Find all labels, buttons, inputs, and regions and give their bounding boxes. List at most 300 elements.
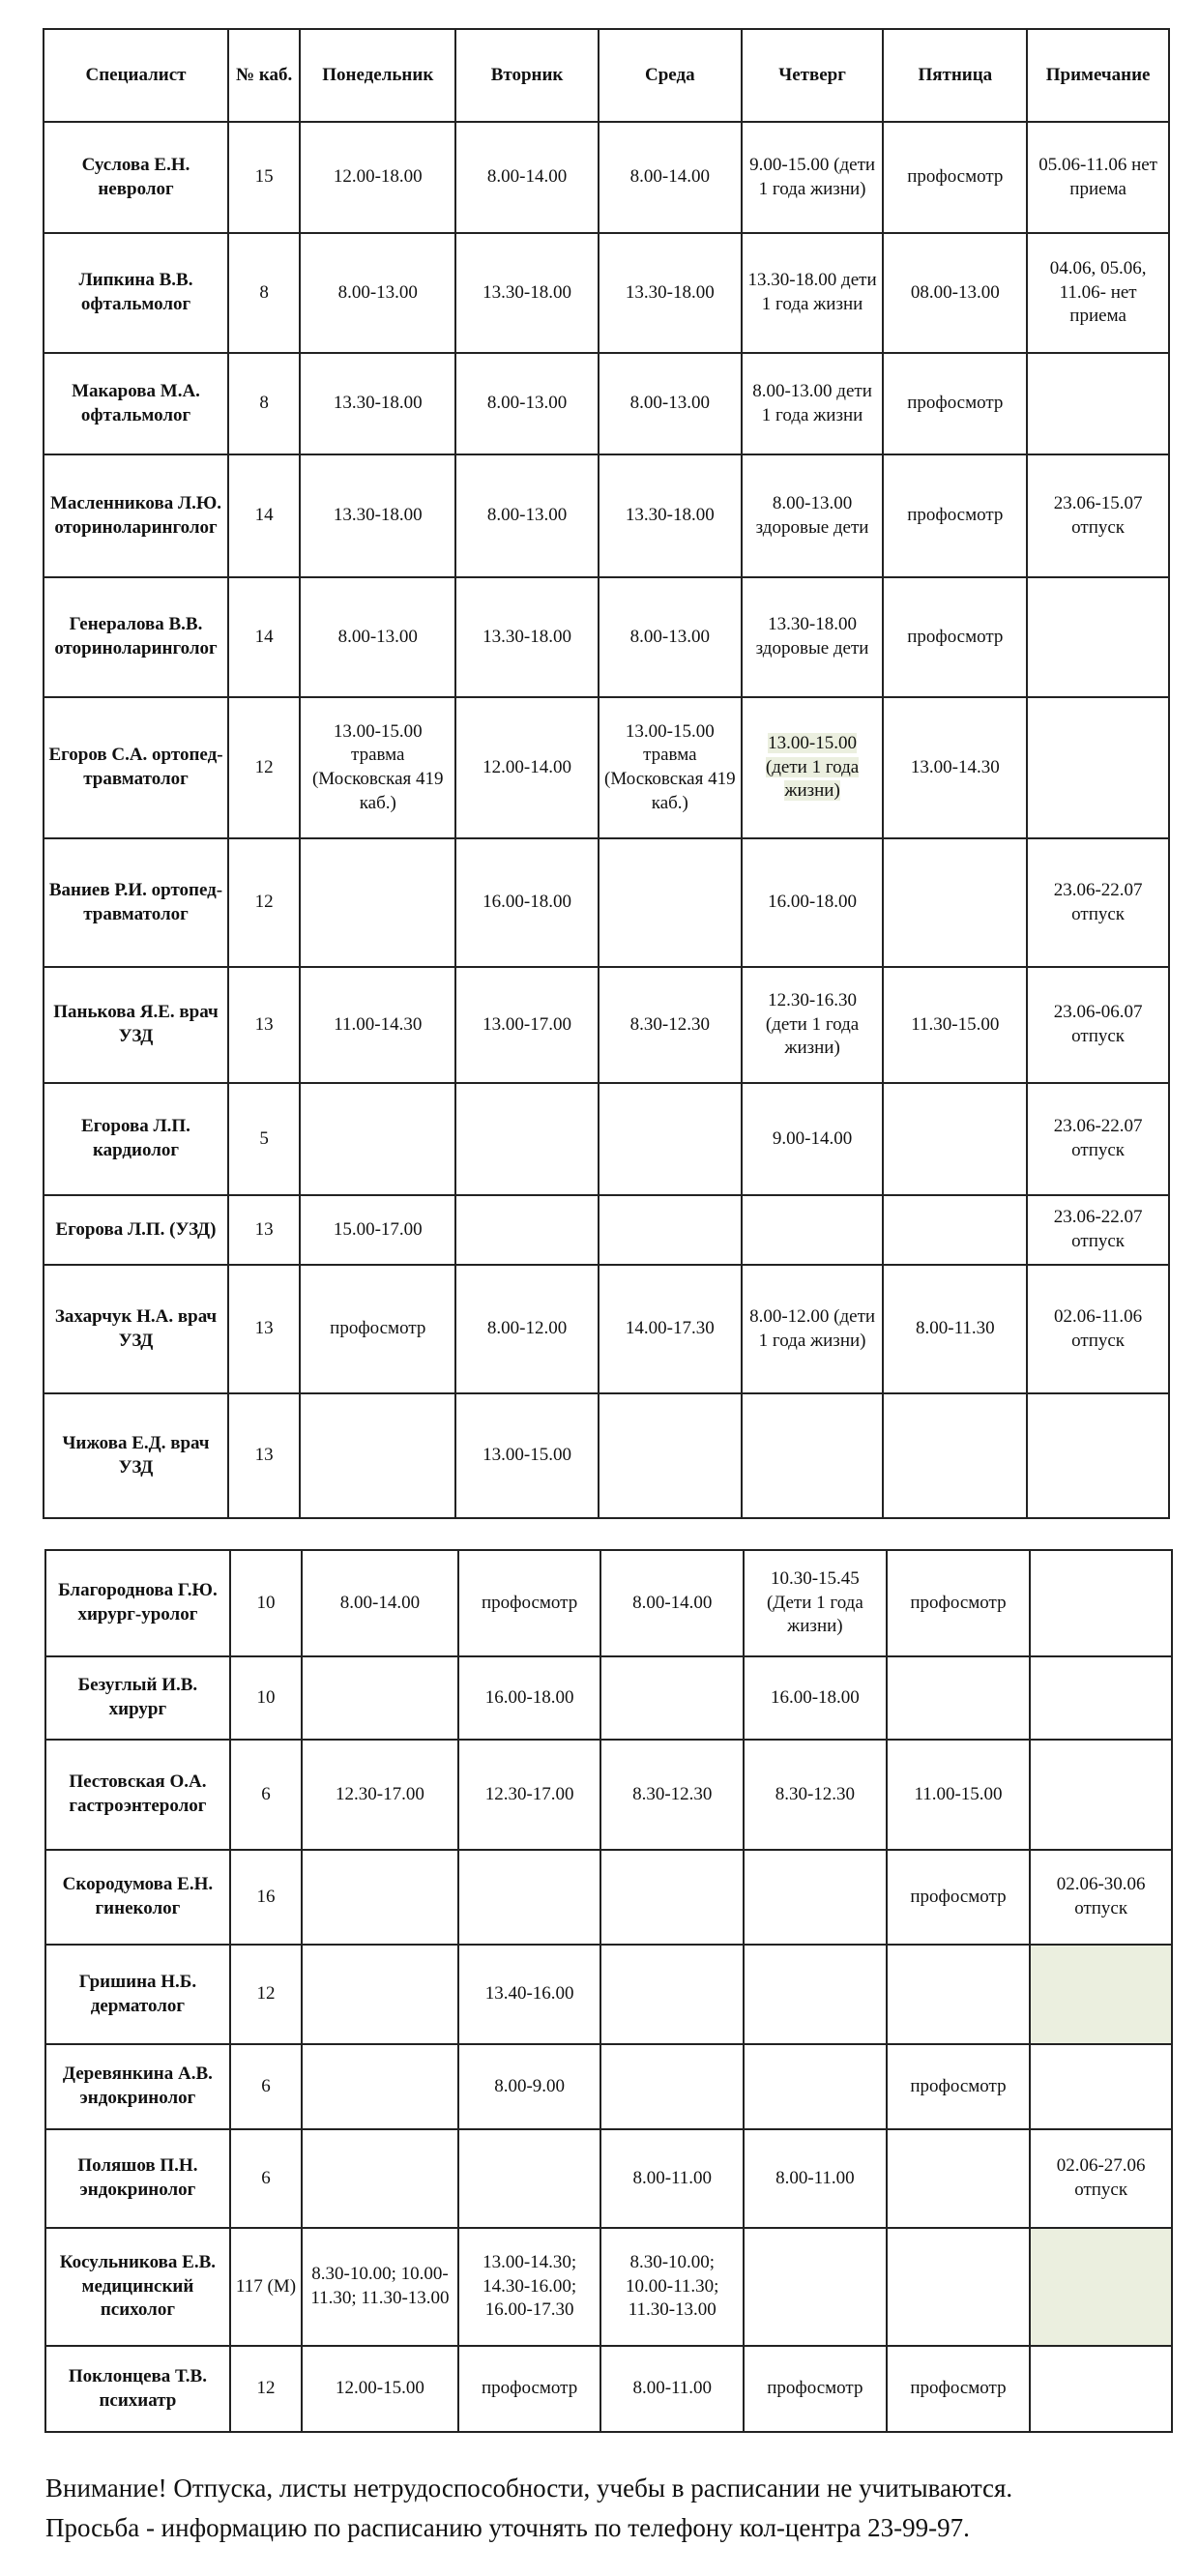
cell-tue (455, 454, 599, 577)
cell-mon (302, 1550, 458, 1656)
cell-text: Поляшов П.Н. эндокринолог (77, 2155, 198, 2200)
cell-text: 13.30-18.00 (625, 505, 715, 526)
cell-wed (599, 233, 742, 353)
cell-mon (302, 2346, 458, 2432)
cell-text: профосмотр (907, 166, 1004, 188)
cell-room (228, 967, 300, 1083)
cell-mon (300, 697, 455, 838)
cell-fri (887, 1850, 1031, 1945)
cell-wed (600, 2346, 744, 2432)
cell-text: 13.30-18.00 (483, 626, 571, 647)
cell-text: 9.00-15.00 (дети 1 года жизни) (749, 154, 876, 199)
cell-text: Чижова Е.Д. врач УЗД (62, 1432, 210, 1478)
table-row (44, 1393, 1169, 1518)
table-row (45, 1550, 1172, 1656)
cell-thu (742, 577, 884, 697)
cell-thu (744, 1656, 887, 1740)
cell-mon (300, 838, 455, 967)
cell-note (1030, 1656, 1172, 1740)
cell-note (1027, 1195, 1169, 1265)
cell-fri (883, 838, 1027, 967)
cell-text: 8.00-11.00 (775, 2167, 855, 2188)
cell-tue (458, 1740, 601, 1850)
shaded-note-cell (1030, 2228, 1172, 2346)
cell-thu (742, 838, 884, 967)
table-row (44, 1083, 1169, 1195)
cell-text: 16 (256, 1886, 276, 1907)
cell-room (228, 577, 300, 697)
cell-wed (599, 122, 742, 233)
cell-text: 15.00-17.00 (333, 1218, 423, 1240)
cell-wed (599, 1083, 742, 1195)
cell-thu (744, 1850, 887, 1945)
cell-mon (302, 2129, 458, 2228)
cell-name (44, 838, 228, 967)
highlighted-cell-text: 13.00-15.00 (дети 1 года жизни) (765, 732, 860, 802)
cell-mon (300, 122, 455, 233)
cell-name (45, 2129, 230, 2228)
cell-room (228, 697, 300, 838)
cell-tue (458, 2044, 601, 2129)
cell-wed (599, 1265, 742, 1393)
cell-text: 12.00-18.00 (333, 166, 423, 188)
cell-name (44, 967, 228, 1083)
cell-text: 8.00-13.00 (337, 626, 418, 647)
cell-name (44, 454, 228, 577)
header-tue: Вторник (455, 29, 599, 122)
cell-wed (599, 967, 742, 1083)
cell-wed (600, 1740, 744, 1850)
cell-text: 10.30-15.45 (Дети 1 года жизни) (766, 1567, 863, 1637)
cell-text: 13.00-17.00 (483, 1013, 571, 1035)
cell-wed (600, 1550, 744, 1656)
cell-mon (300, 1265, 455, 1393)
cell-text: 02.06-27.06 отпуск (1056, 2155, 1146, 2200)
cell-text: Ваниев Р.И. ортопед-травматолог (48, 879, 223, 924)
cell-name (45, 2044, 230, 2129)
cell-wed (600, 2044, 744, 2129)
cell-text: 8.00-14.00 (632, 1592, 713, 1613)
cell-text: 8 (259, 281, 269, 303)
cell-tue (455, 967, 599, 1083)
cell-wed (599, 577, 742, 697)
cell-wed (599, 838, 742, 967)
cell-mon (302, 2044, 458, 2129)
cell-fri (883, 697, 1027, 838)
cell-name (45, 2228, 230, 2346)
cell-text: 16.00-18.00 (768, 892, 857, 913)
cell-text: 8.00-13.00 здоровые дети (755, 492, 869, 538)
cell-text: 6 (261, 2167, 271, 2188)
cell-name (44, 697, 228, 838)
header-row (44, 29, 1169, 122)
cell-text: 8.30-10.00; 10.00-11.30; 11.30-13.00 (310, 2264, 450, 2308)
header-fri: Пятница (883, 29, 1027, 122)
cell-fri (887, 1550, 1031, 1656)
cell-text: Поклонцева Т.В. психиатр (68, 2365, 207, 2411)
cell-thu (742, 1265, 884, 1393)
table-row (44, 967, 1169, 1083)
cell-wed (599, 454, 742, 577)
cell-text: 13.30-18.00 (625, 281, 715, 303)
table-row (45, 1740, 1172, 1850)
cell-mon (302, 1740, 458, 1850)
cell-note (1027, 967, 1169, 1083)
cell-note (1030, 1550, 1172, 1656)
cell-thu (744, 1740, 887, 1850)
cell-name (44, 1393, 228, 1518)
cell-fri (887, 1945, 1031, 2044)
cell-tue (455, 353, 599, 454)
cell-tue (455, 233, 599, 353)
cell-text: 8.30-10.00; 10.00-11.30; 11.30-13.00 (626, 2251, 719, 2321)
cell-wed (599, 1393, 742, 1518)
table-row (44, 577, 1169, 697)
cell-text: 16.00-18.00 (483, 892, 571, 913)
cell-name (45, 1656, 230, 1740)
cell-text: 12.30-17.00 (336, 1783, 424, 1804)
cell-text: 8.30-12.30 (629, 1013, 710, 1035)
cell-text: 02.06-11.06 отпуск (1054, 1305, 1143, 1351)
cell-fri (883, 1265, 1027, 1393)
cell-mon (300, 1393, 455, 1518)
cell-mon (302, 1850, 458, 1945)
cell-text: 08.00-13.00 (910, 281, 1000, 303)
cell-thu (744, 2044, 887, 2129)
cell-text: 5 (259, 1127, 269, 1149)
cell-text: 11.00-15.00 (914, 1783, 1003, 1804)
cell-text: 8.00-12.00 (дети 1 года жизни) (749, 1305, 876, 1351)
cell-fri (883, 1195, 1027, 1265)
schedule-table-1 (43, 28, 1170, 1519)
cell-mon (300, 233, 455, 353)
cell-mon (300, 454, 455, 577)
cell-text: 13.00-15.00 (483, 1445, 571, 1466)
cell-room (230, 1740, 302, 1850)
cell-text: 8.00-13.00 (629, 393, 710, 414)
cell-room (228, 1195, 300, 1265)
cell-text: 8.00-13.00 (629, 626, 710, 647)
table-row (44, 353, 1169, 454)
cell-text: 13 (254, 1218, 274, 1240)
table-row (45, 1656, 1172, 1740)
cell-text: Егорова Л.П. (УЗД) (55, 1218, 217, 1240)
cell-note (1027, 122, 1169, 233)
cell-text: 15 (254, 166, 274, 188)
cell-tue (455, 1265, 599, 1393)
cell-text: 05.06-11.06 нет приема (1038, 154, 1157, 199)
cell-name (44, 1083, 228, 1195)
cell-text: Благороднова Г.Ю. хирург-уролог (58, 1580, 218, 1625)
cell-text: 13 (254, 1013, 274, 1035)
cell-tue (455, 838, 599, 967)
cell-text: 6 (261, 2075, 271, 2096)
cell-text: Суслова Е.Н. невролог (81, 154, 190, 199)
cell-wed (599, 353, 742, 454)
cell-fri (887, 1656, 1031, 1740)
cell-text: 23.06-15.07 отпуск (1053, 492, 1143, 538)
cell-name (44, 1195, 228, 1265)
cell-tue (455, 1195, 599, 1265)
cell-note (1030, 1850, 1172, 1945)
cell-room (228, 122, 300, 233)
cell-thu (742, 1083, 884, 1195)
cell-text: 04.06, 05.06, 11.06- нет приема (1049, 257, 1147, 327)
table-row (45, 2044, 1172, 2129)
cell-thu (742, 454, 884, 577)
header-room: № каб. (228, 29, 300, 122)
cell-room (230, 2129, 302, 2228)
table-row (45, 1850, 1172, 1945)
cell-mon (300, 1195, 455, 1265)
cell-text: Гришина Н.Б. дерматолог (78, 1971, 197, 2016)
cell-thu (742, 1195, 884, 1265)
cell-mon (300, 967, 455, 1083)
cell-text: 23.06-22.07 отпуск (1053, 879, 1143, 924)
cell-thu (742, 1393, 884, 1518)
cell-text: Безуглый И.В. хирург (77, 1675, 198, 1719)
cell-text: 14.00-17.30 (625, 1318, 715, 1339)
cell-note (1027, 454, 1169, 577)
cell-text: 8.00-12.00 (486, 1318, 568, 1339)
table-row (44, 233, 1169, 353)
cell-fri (883, 577, 1027, 697)
cell-text: 117 (М) (235, 2275, 297, 2297)
cell-name (44, 577, 228, 697)
cell-text: 14 (254, 626, 274, 647)
cell-room (230, 1945, 302, 2044)
cell-text: Косульникова Е.В. медицинский психолог (59, 2251, 217, 2321)
cell-note (1030, 2129, 1172, 2228)
cell-text: 8.00-13.00 (486, 393, 568, 414)
cell-text: профосмотр (910, 2075, 1007, 2096)
cell-text: 23.06-22.07 отпуск (1053, 1116, 1143, 1160)
cell-text: 8.00-14.00 (629, 166, 710, 188)
cell-fri (887, 2228, 1031, 2346)
cell-note (1030, 1740, 1172, 1850)
cell-text: 13.00-15.00 травма (Московская 419 каб.) (311, 720, 444, 813)
cell-text: 8.30-12.30 (632, 1783, 713, 1804)
cell-text: 8.00-14.00 (486, 166, 568, 188)
cell-text: Генералова В.В. оториноларинголог (54, 614, 218, 659)
cell-text: 8.00-11.00 (632, 2167, 713, 2188)
cell-text: профосмотр (910, 2378, 1007, 2399)
cell-fri (887, 2346, 1031, 2432)
cell-wed (599, 1195, 742, 1265)
cell-text: Пестовская О.А. гастроэнтеролог (69, 1771, 207, 1816)
cell-name (44, 122, 228, 233)
cell-text: 6 (261, 1783, 271, 1804)
cell-fri (883, 1083, 1027, 1195)
cell-thu (742, 122, 884, 233)
cell-text: профосмотр (907, 626, 1004, 647)
cell-text: 8 (259, 393, 269, 414)
cell-text: 8.00-11.00 (632, 2378, 713, 2399)
cell-text: 16.00-18.00 (484, 1686, 574, 1708)
cell-note (1027, 353, 1169, 454)
cell-text: Деревянкина А.В. эндокринолог (62, 2064, 213, 2108)
cell-text: 16.00-18.00 (770, 1686, 860, 1708)
cell-text: 8.00-14.00 (339, 1592, 421, 1613)
table-row (44, 697, 1169, 838)
cell-name (45, 1550, 230, 1656)
cell-note (1027, 697, 1169, 838)
cell-text: 13 (254, 1445, 274, 1466)
cell-mon (300, 1083, 455, 1195)
cell-room (230, 1550, 302, 1656)
cell-text: 13.30-18.00 (333, 393, 423, 414)
cell-room (228, 838, 300, 967)
cell-note (1030, 2346, 1172, 2432)
cell-note (1027, 233, 1169, 353)
cell-text: 10 (256, 1592, 276, 1613)
cell-fri (887, 1740, 1031, 1850)
table-row (45, 1945, 1172, 2044)
cell-mon (300, 353, 455, 454)
cell-text: 13.40-16.00 (484, 1983, 574, 2005)
table-row (44, 122, 1169, 233)
cell-tue (455, 1083, 599, 1195)
cell-thu (744, 2129, 887, 2228)
cell-mon (300, 577, 455, 697)
cell-text: 13.00-15.00 травма (Московская 419 каб.) (604, 720, 736, 813)
schedule-table-2 (44, 1549, 1173, 2433)
cell-text: 9.00-14.00 (772, 1127, 853, 1149)
cell-text: 10 (256, 1686, 276, 1708)
cell-wed (599, 697, 742, 838)
cell-room (228, 233, 300, 353)
cell-thu (742, 353, 884, 454)
cell-room (230, 2044, 302, 2129)
header-specialist: Специалист (44, 29, 228, 122)
cell-tue (458, 1850, 601, 1945)
cell-fri (883, 1393, 1027, 1518)
cell-text: 12 (254, 892, 274, 913)
cell-text: 13.00-14.30; 14.30-16.00; 16.00-17.30 (483, 2251, 577, 2321)
cell-room (228, 353, 300, 454)
header-wed: Среда (599, 29, 742, 122)
cell-text: 12.30-16.30 (дети 1 года жизни) (765, 989, 860, 1059)
cell-text: Захарчук Н.А. врач УЗД (54, 1305, 218, 1351)
table-row (44, 1195, 1169, 1265)
table-row (44, 454, 1169, 577)
table-row (45, 2346, 1172, 2432)
footer-warning: Внимание! Отпуска, листы нетрудоспособности, учебы в расписании не учитываются. (45, 2474, 1013, 2503)
cell-text: 13.00-14.30 (910, 756, 1000, 777)
cell-thu (744, 2228, 887, 2346)
cell-text: 8.00-13.00 (486, 505, 568, 526)
cell-fri (887, 2044, 1031, 2129)
cell-text: 12 (254, 756, 274, 777)
cell-tue (458, 2228, 601, 2346)
cell-room (230, 2346, 302, 2432)
cell-text: 23.06-06.07 отпуск (1053, 1002, 1143, 1046)
cell-room (230, 1850, 302, 1945)
cell-room (228, 1083, 300, 1195)
cell-text: Макарова М.А. офтальмолог (72, 380, 200, 425)
cell-thu (744, 1550, 887, 1656)
cell-text: 13.30-18.00 здоровые дети (755, 614, 869, 659)
cell-name (45, 1740, 230, 1850)
cell-wed (600, 1656, 744, 1740)
table-row (44, 838, 1169, 967)
cell-text: 8.00-13.00 (337, 281, 418, 303)
cell-mon (302, 1945, 458, 2044)
cell-text: Панькова Я.Е. врач УЗД (53, 1002, 219, 1046)
cell-tue (455, 1393, 599, 1518)
cell-note (1027, 577, 1169, 697)
cell-name (44, 1265, 228, 1393)
footer-phone-note: Просьба - информацию по расписанию уточнять по телефону кол-центра 23-99-97. (45, 2513, 970, 2542)
cell-text: профосмотр (330, 1318, 426, 1339)
cell-thu (742, 967, 884, 1083)
cell-note (1027, 1265, 1169, 1393)
cell-wed (600, 1945, 744, 2044)
header-mon: Понедельник (300, 29, 455, 122)
cell-text: профосмотр (910, 1592, 1007, 1613)
cell-note (1027, 1083, 1169, 1195)
cell-wed (600, 1850, 744, 1945)
cell-name (44, 353, 228, 454)
cell-tue (458, 1550, 601, 1656)
cell-tue (455, 122, 599, 233)
cell-thu (742, 233, 884, 353)
cell-text: 11.30-15.00 (911, 1013, 1000, 1035)
cell-room (230, 1656, 302, 1740)
cell-tue (455, 697, 599, 838)
cell-note (1027, 1393, 1169, 1518)
cell-thu (744, 1945, 887, 2044)
cell-text: Скородумова Е.Н. гинеколог (62, 1874, 214, 1918)
cell-text: Егоров С.А. ортопед-травматолог (48, 745, 223, 789)
cell-fri (883, 967, 1027, 1083)
header-thu: Четверг (742, 29, 884, 122)
cell-note (1027, 838, 1169, 967)
cell-room (228, 1393, 300, 1518)
cell-room (230, 2228, 302, 2346)
cell-text: Масленникова Л.Ю. оториноларинголог (49, 492, 222, 538)
cell-text: 12 (256, 1983, 276, 2005)
table-row (45, 2228, 1172, 2346)
cell-text: 12.30-17.00 (484, 1783, 574, 1804)
cell-text: 13.30-18.00 (483, 281, 571, 303)
cell-note (1030, 2044, 1172, 2129)
shaded-note-cell (1030, 1945, 1172, 2044)
cell-room (228, 454, 300, 577)
cell-text: 02.06-30.06 отпуск (1056, 1874, 1146, 1918)
cell-fri (887, 2129, 1031, 2228)
cell-text: 13 (254, 1318, 274, 1339)
cell-name (45, 1850, 230, 1945)
cell-text: Егорова Л.П. кардиолог (81, 1116, 190, 1160)
cell-wed (600, 2228, 744, 2346)
cell-name (45, 2346, 230, 2432)
cell-fri (883, 353, 1027, 454)
cell-thu (744, 2346, 887, 2432)
cell-text: 12 (256, 2378, 276, 2399)
cell-text: 12.00-14.00 (483, 756, 571, 777)
cell-text: 12.00-15.00 (336, 2378, 424, 2399)
cell-text: 23.06-22.07 отпуск (1053, 1207, 1143, 1251)
cell-text: 14 (254, 505, 274, 526)
cell-text: 8.00-9.00 (494, 2075, 566, 2096)
table-row (44, 1265, 1169, 1393)
cell-text: Липкина В.В. офтальмолог (78, 270, 193, 314)
cell-text: 13.30-18.00 (333, 505, 423, 526)
cell-text: 8.00-11.30 (916, 1318, 995, 1339)
cell-fri (883, 233, 1027, 353)
table-row (45, 2129, 1172, 2228)
